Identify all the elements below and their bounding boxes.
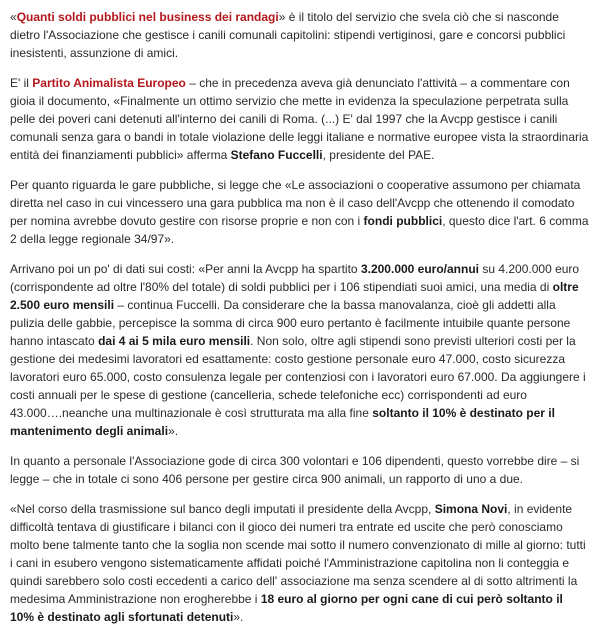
paragraph-text: E' il [10, 76, 33, 90]
paragraph-text: ». [168, 424, 179, 438]
paragraph-text: – continua Fuccelli. Da considerare che la bassa manovalanza, cioè gli addetti alla pulizia delle gabbie, percepisce la somma di circa 900 euro pertanto è facilmente intuibile quante persone hanno intascato [10, 298, 571, 348]
paragraph-text: . Non solo, oltre agli stipendi sono previsti ulteriori costi per la gestione dei medesimi lavoratori ed esattamente: costo gestione personale euro 47.000, costo sicurezza lavoratori euro 65.000, costo consulenza legale per contenziosi con i lavoratori euro 67.000. Da aggiungere i costi annuali per le spese di gestione (cancelleria, schede telefoniche ecc) corrispondenti ad euro 43.000….neanche una multinazionale è così strutturata ma alla fine [10, 334, 586, 420]
bold-highlight: oltre 2.500 euro mensili [10, 280, 579, 312]
paragraph-text: su 4.200.000 euro (corrispondente ad oltre l'80% del totale) di soldi pubblici per i 106 stipendiati suoi amici, una media di [10, 262, 580, 294]
paragraph-text: , questo dice l'art. 6 comma 2 della legge regionale 34/97». [10, 214, 589, 246]
person-name-highlight: Simona Novi [434, 502, 508, 516]
paragraph-public-tenders [10, 176, 590, 248]
paragraph-text: Per quanto riguarda le gare pubbliche, si legge che «Le associazioni o cooperative assumono per chiamata diretta nel caso in cui vincessero una gara pubblica ma non è il caso dell'Avcpp che ottenendo il comodato per nomina avrebbe dovuto gestire con risorse proprie e non con i [10, 178, 581, 228]
bold-highlight: dai 4 ai 5 mila euro mensili [98, 334, 251, 348]
report-title-link[interactable]: Quanti soldi pubblici nel business dei randagi [16, 10, 279, 24]
paragraph-text: «Nel corso della trasmissione sul banco degli imputati il presidente della Avcpp, [10, 502, 435, 516]
paragraph-pae-comment [10, 74, 590, 164]
person-name-highlight: Stefano Fuccelli [230, 148, 323, 162]
paragraph-text: , presidente del PAE. [322, 148, 435, 162]
open-quote: « [10, 10, 17, 24]
paragraph-president [10, 500, 590, 626]
bold-highlight: soltanto il 10% è destinato per il mantenimento degli animali [10, 406, 555, 438]
paragraph-text: , in evidente difficoltà tentava di giustificare i bilanci con il gioco dei numeri tra entrate ed uscite che però conosciamo molto bene talmente tanto che la soglia non scende mai sotto il numero convenzionato di mille al giorno: tutti i cani in esubero vengono sistematicamente affidati poiché l'Amministrazione capitolina non li conteggia e quindi sarebbero solo costi eccedenti a carico dell' associazione ma senza scendere al di sotto altrimenti la medesima Amministrazione non erogherebbe i [10, 502, 586, 606]
paragraph-intro [10, 8, 590, 62]
party-name-highlight: Partito Animalista Europeo [32, 76, 186, 90]
paragraph-text: ». [233, 610, 244, 624]
paragraph-text: Arrivano poi un po' di dati sui costi: «Per anni la Avcpp ha spartito [10, 262, 361, 276]
bold-highlight: fondi pubblici [363, 214, 443, 228]
paragraph-costs [10, 260, 590, 440]
paragraph-text: In quanto a personale l'Associazione gode di circa 300 volontari e 106 dipendenti, questo vorrebbe dire – si legge – che in totale ci sono 406 persone per gestire circa 900 animali, un rapporto di uno a due. [10, 454, 580, 486]
bold-highlight: 18 euro al giorno per ogni cane di cui però soltanto il 10% è destinato agli sfortunati detenuti [10, 592, 563, 624]
paragraph-staff [10, 452, 590, 488]
bold-highlight: 3.200.000 euro/annui [360, 262, 480, 276]
paragraph-text: – che in precedenza aveva già denunciato l'attività – a commentare con gioia il documento, «Finalmente un ottimo servizio che mette in evidenza la speculazione perpetrata sulla pelle dei poveri cani detenuti all'interno dei canili di Roma. (...) E' dal 1997 che la Avcpp gestisce i canili comunali senza gara o bandi in totale violazione delle leggi italiane e normative europee vista la straordinaria entità dei finanziamenti pubblici» afferma [10, 76, 589, 162]
paragraph-text: » è il titolo del servizio che svela ciò che si nasconde dietro l'Associazione che gestisce i canili comunali capitolini: stipendi vertiginosi, gare e concorsi pubblici inesistenti, assunzione di amici. [10, 10, 566, 60]
